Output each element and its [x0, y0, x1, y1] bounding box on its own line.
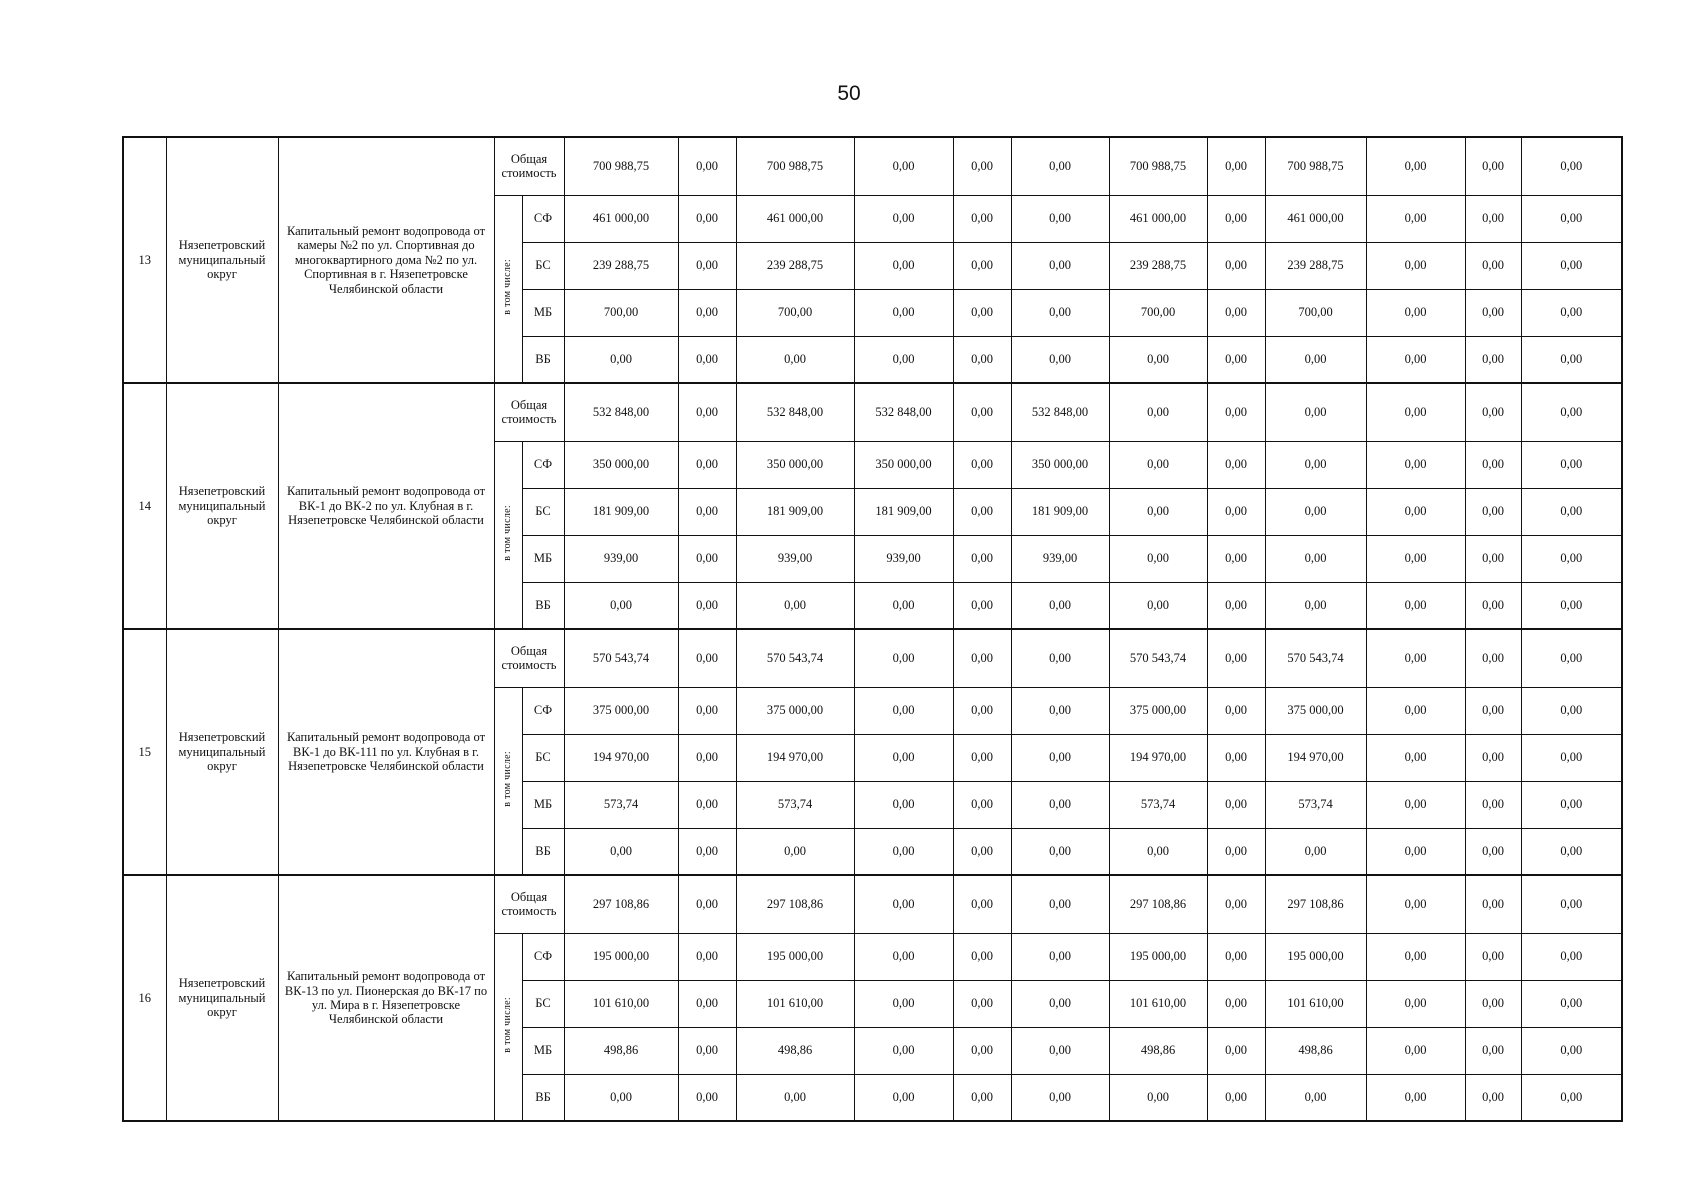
amount-cell: 532 848,00	[1011, 383, 1109, 441]
amount-cell: 0,00	[953, 875, 1011, 933]
amount-cell: 0,00	[1109, 336, 1207, 383]
amount-cell: 0,00	[678, 289, 736, 336]
amount-cell: 0,00	[854, 289, 953, 336]
amount-cell: 0,00	[1366, 734, 1465, 781]
including-label	[494, 933, 522, 1121]
amount-cell: 0,00	[854, 336, 953, 383]
amount-cell: 939,00	[854, 535, 953, 582]
amount-cell: 181 909,00	[854, 488, 953, 535]
amount-cell: 0,00	[678, 1027, 736, 1074]
amount-cell: 0,00	[736, 582, 854, 629]
amount-cell: 498,86	[1109, 1027, 1207, 1074]
project-description: Капитальный ремонт водопровода от камеры №2 по ул. Спортивная до многоквартирного дома №2 по ул. Спортивная в г. Нязепетровске Челябинской области	[278, 137, 494, 383]
amount-cell: 461 000,00	[736, 195, 854, 242]
amount-cell: 0,00	[1366, 441, 1465, 488]
amount-cell: 0,00	[678, 687, 736, 734]
amount-cell: 0,00	[1366, 535, 1465, 582]
amount-cell: 0,00	[1366, 488, 1465, 535]
amount-cell: 570 543,74	[1109, 629, 1207, 687]
amount-cell: 0,00	[1011, 582, 1109, 629]
amount-cell: 0,00	[678, 933, 736, 980]
amount-cell: 0,00	[1366, 336, 1465, 383]
total-cost-label: Общая стоимость	[494, 383, 564, 441]
project-description: Капитальный ремонт водопровода от ВК-13 по ул. Пионерская до ВК-17 по ул. Мира в г. Нязепетровске Челябинской области	[278, 875, 494, 1121]
amount-cell: 0,00	[1465, 828, 1521, 875]
amount-cell: 0,00	[564, 828, 678, 875]
amount-cell: 0,00	[1521, 242, 1622, 289]
amount-cell: 297 108,86	[564, 875, 678, 933]
amount-cell: 0,00	[854, 734, 953, 781]
amount-cell: 0,00	[564, 336, 678, 383]
amount-cell: 0,00	[1011, 336, 1109, 383]
amount-cell: 194 970,00	[1265, 734, 1366, 781]
including-label	[494, 687, 522, 875]
amount-cell: 700,00	[1109, 289, 1207, 336]
amount-cell: 0,00	[1109, 1074, 1207, 1121]
amount-cell: 0,00	[1521, 582, 1622, 629]
amount-cell: 0,00	[1366, 137, 1465, 195]
amount-cell: 0,00	[1265, 582, 1366, 629]
amount-cell: 0,00	[953, 488, 1011, 535]
amount-cell: 350 000,00	[736, 441, 854, 488]
amount-cell: 0,00	[678, 629, 736, 687]
amount-cell: 0,00	[1366, 242, 1465, 289]
amount-cell: 0,00	[1465, 875, 1521, 933]
amount-cell: 195 000,00	[1109, 933, 1207, 980]
amount-cell: 0,00	[1465, 289, 1521, 336]
amount-cell: 0,00	[678, 195, 736, 242]
amount-cell: 532 848,00	[736, 383, 854, 441]
amount-cell: 0,00	[1011, 1074, 1109, 1121]
amount-cell: 0,00	[1207, 137, 1265, 195]
amount-cell: 0,00	[1207, 195, 1265, 242]
project-number: 16	[123, 875, 166, 1121]
amount-cell: 570 543,74	[736, 629, 854, 687]
amount-cell: 0,00	[1366, 980, 1465, 1027]
amount-cell: 0,00	[1011, 242, 1109, 289]
funding-source-label: ВБ	[522, 828, 564, 875]
amount-cell: 0,00	[953, 535, 1011, 582]
amount-cell: 0,00	[1521, 137, 1622, 195]
amount-cell: 0,00	[1207, 687, 1265, 734]
amount-cell: 0,00	[1207, 582, 1265, 629]
amount-cell: 0,00	[736, 828, 854, 875]
amount-cell: 0,00	[1011, 289, 1109, 336]
amount-cell: 0,00	[1011, 734, 1109, 781]
municipality-name: Нязепетровский муниципальный округ	[166, 875, 278, 1121]
amount-cell: 0,00	[1366, 582, 1465, 629]
total-row	[123, 875, 1622, 933]
amount-cell: 0,00	[953, 933, 1011, 980]
amount-cell: 0,00	[1521, 195, 1622, 242]
amount-cell: 0,00	[1011, 875, 1109, 933]
amount-cell: 101 610,00	[1265, 980, 1366, 1027]
project-description: Капитальный ремонт водопровода от ВК-1 до ВК-2 по ул. Клубная в г. Нязепетровске Челябинской области	[278, 383, 494, 629]
funding-source-label: ВБ	[522, 582, 564, 629]
amount-cell: 239 288,75	[736, 242, 854, 289]
amount-cell: 0,00	[854, 828, 953, 875]
amount-cell: 0,00	[678, 781, 736, 828]
amount-cell: 0,00	[953, 687, 1011, 734]
amount-cell: 570 543,74	[564, 629, 678, 687]
amount-cell: 0,00	[1521, 289, 1622, 336]
amount-cell: 700 988,75	[736, 137, 854, 195]
amount-cell: 0,00	[1521, 336, 1622, 383]
amount-cell: 375 000,00	[1265, 687, 1366, 734]
amount-cell: 0,00	[1011, 1027, 1109, 1074]
including-label	[494, 195, 522, 383]
amount-cell: 0,00	[1011, 629, 1109, 687]
project-number: 15	[123, 629, 166, 875]
amount-cell: 0,00	[1011, 781, 1109, 828]
amount-cell: 461 000,00	[1265, 195, 1366, 242]
amount-cell: 0,00	[854, 1074, 953, 1121]
total-row	[123, 383, 1622, 441]
amount-cell: 0,00	[953, 195, 1011, 242]
amount-cell: 0,00	[854, 875, 953, 933]
amount-cell: 181 909,00	[564, 488, 678, 535]
amount-cell: 700 988,75	[1109, 137, 1207, 195]
page-number: 50	[837, 82, 861, 105]
amount-cell: 0,00	[1366, 629, 1465, 687]
amount-cell: 0,00	[1265, 535, 1366, 582]
amount-cell: 0,00	[678, 535, 736, 582]
amount-cell: 0,00	[1366, 781, 1465, 828]
amount-cell: 0,00	[1207, 1074, 1265, 1121]
amount-cell: 0,00	[1265, 383, 1366, 441]
amount-cell: 700 988,75	[1265, 137, 1366, 195]
amount-cell: 0,00	[1207, 1027, 1265, 1074]
amount-cell: 0,00	[678, 488, 736, 535]
amount-cell: 0,00	[1465, 441, 1521, 488]
amount-cell: 375 000,00	[736, 687, 854, 734]
amount-cell: 0,00	[1465, 1074, 1521, 1121]
amount-cell: 573,74	[564, 781, 678, 828]
amount-cell: 939,00	[1011, 535, 1109, 582]
amount-cell: 0,00	[1109, 535, 1207, 582]
amount-cell: 0,00	[678, 441, 736, 488]
amount-cell: 573,74	[1265, 781, 1366, 828]
project-number: 13	[123, 137, 166, 383]
municipality-name: Нязепетровский муниципальный округ	[166, 383, 278, 629]
amount-cell: 0,00	[1366, 828, 1465, 875]
amount-cell: 0,00	[1366, 933, 1465, 980]
amount-cell: 0,00	[1366, 195, 1465, 242]
amount-cell: 700,00	[1265, 289, 1366, 336]
amount-cell: 194 970,00	[564, 734, 678, 781]
total-cost-label: Общая стоимость	[494, 629, 564, 687]
amount-cell: 0,00	[854, 1027, 953, 1074]
amount-cell: 939,00	[564, 535, 678, 582]
amount-cell: 700,00	[736, 289, 854, 336]
including-text: в том числе:	[502, 751, 514, 807]
funding-source-label: МБ	[522, 289, 564, 336]
amount-cell: 297 108,86	[736, 875, 854, 933]
amount-cell: 0,00	[953, 828, 1011, 875]
amount-cell: 0,00	[736, 336, 854, 383]
amount-cell: 0,00	[1109, 582, 1207, 629]
funding-source-label: БС	[522, 734, 564, 781]
amount-cell: 0,00	[854, 629, 953, 687]
amount-cell: 0,00	[854, 582, 953, 629]
amount-cell: 0,00	[854, 242, 953, 289]
amount-cell: 0,00	[1366, 1027, 1465, 1074]
amount-cell: 0,00	[1207, 875, 1265, 933]
total-row	[123, 629, 1622, 687]
amount-cell: 0,00	[1207, 828, 1265, 875]
amount-cell: 375 000,00	[1109, 687, 1207, 734]
amount-cell: 194 970,00	[736, 734, 854, 781]
amount-cell: 0,00	[953, 1074, 1011, 1121]
amount-cell: 0,00	[1465, 336, 1521, 383]
amount-cell: 239 288,75	[1265, 242, 1366, 289]
amount-cell: 0,00	[1011, 933, 1109, 980]
funding-source-label: БС	[522, 488, 564, 535]
amount-cell: 195 000,00	[736, 933, 854, 980]
amount-cell: 0,00	[1366, 1074, 1465, 1121]
amount-cell: 461 000,00	[564, 195, 678, 242]
amount-cell: 0,00	[854, 980, 953, 1027]
amount-cell: 0,00	[953, 336, 1011, 383]
project-block	[123, 383, 1622, 629]
project-block	[123, 137, 1622, 383]
municipality-name: Нязепетровский муниципальный округ	[166, 137, 278, 383]
amount-cell: 0,00	[1265, 828, 1366, 875]
amount-cell: 101 610,00	[1109, 980, 1207, 1027]
amount-cell: 0,00	[953, 383, 1011, 441]
amount-cell: 0,00	[1265, 336, 1366, 383]
amount-cell: 350 000,00	[854, 441, 953, 488]
amount-cell: 0,00	[678, 336, 736, 383]
amount-cell: 0,00	[953, 289, 1011, 336]
amount-cell: 0,00	[1465, 933, 1521, 980]
amount-cell: 498,86	[736, 1027, 854, 1074]
amount-cell: 0,00	[564, 1074, 678, 1121]
amount-cell: 0,00	[953, 441, 1011, 488]
project-block	[123, 875, 1622, 1121]
amount-cell: 0,00	[953, 1027, 1011, 1074]
amount-cell: 0,00	[1265, 488, 1366, 535]
amount-cell: 0,00	[1207, 781, 1265, 828]
amount-cell: 0,00	[1207, 383, 1265, 441]
amount-cell: 0,00	[1521, 535, 1622, 582]
project-number: 14	[123, 383, 166, 629]
amount-cell: 350 000,00	[1011, 441, 1109, 488]
funding-source-label: МБ	[522, 781, 564, 828]
amount-cell: 0,00	[1465, 488, 1521, 535]
amount-cell: 0,00	[1011, 137, 1109, 195]
funding-source-label: ВБ	[522, 1074, 564, 1121]
amount-cell: 0,00	[1521, 441, 1622, 488]
project-block	[123, 629, 1622, 875]
amount-cell: 0,00	[1465, 195, 1521, 242]
amount-cell: 0,00	[1521, 734, 1622, 781]
amount-cell: 0,00	[854, 195, 953, 242]
amount-cell: 700,00	[564, 289, 678, 336]
amount-cell: 0,00	[1465, 734, 1521, 781]
amount-cell: 0,00	[1465, 781, 1521, 828]
amount-cell: 0,00	[678, 137, 736, 195]
including-label	[494, 441, 522, 629]
amount-cell: 0,00	[678, 734, 736, 781]
amount-cell: 532 848,00	[564, 383, 678, 441]
amount-cell: 181 909,00	[736, 488, 854, 535]
amount-cell: 350 000,00	[564, 441, 678, 488]
amount-cell: 0,00	[564, 582, 678, 629]
amount-cell: 297 108,86	[1109, 875, 1207, 933]
amount-cell: 532 848,00	[854, 383, 953, 441]
amount-cell: 939,00	[736, 535, 854, 582]
amount-cell: 0,00	[1465, 242, 1521, 289]
amount-cell: 0,00	[1366, 383, 1465, 441]
total-cost-label: Общая стоимость	[494, 875, 564, 933]
project-description: Капитальный ремонт водопровода от ВК-1 до ВК-111 по ул. Клубная в г. Нязепетровске Челябинской области	[278, 629, 494, 875]
amount-cell: 0,00	[1265, 441, 1366, 488]
amount-cell: 0,00	[1207, 242, 1265, 289]
amount-cell: 0,00	[1109, 488, 1207, 535]
amount-cell: 101 610,00	[564, 980, 678, 1027]
amount-cell: 700 988,75	[564, 137, 678, 195]
amount-cell: 0,00	[678, 582, 736, 629]
amount-cell: 0,00	[953, 582, 1011, 629]
funding-source-label: СФ	[522, 195, 564, 242]
amount-cell: 0,00	[953, 137, 1011, 195]
amount-cell: 297 108,86	[1265, 875, 1366, 933]
amount-cell: 0,00	[1011, 195, 1109, 242]
amount-cell: 0,00	[1207, 734, 1265, 781]
amount-cell: 461 000,00	[1109, 195, 1207, 242]
amount-cell: 0,00	[678, 828, 736, 875]
including-text: в том числе:	[502, 997, 514, 1053]
amount-cell: 0,00	[1366, 875, 1465, 933]
amount-cell: 0,00	[1207, 441, 1265, 488]
amount-cell: 375 000,00	[564, 687, 678, 734]
amount-cell: 0,00	[1366, 687, 1465, 734]
including-text: в том числе:	[502, 505, 514, 561]
amount-cell: 194 970,00	[1109, 734, 1207, 781]
amount-cell: 0,00	[678, 242, 736, 289]
amount-cell: 0,00	[1465, 980, 1521, 1027]
amount-cell: 498,86	[1265, 1027, 1366, 1074]
amount-cell: 0,00	[1465, 687, 1521, 734]
amount-cell: 0,00	[1207, 629, 1265, 687]
amount-cell: 0,00	[854, 933, 953, 980]
amount-cell: 0,00	[1465, 383, 1521, 441]
total-cost-label: Общая стоимость	[494, 137, 564, 195]
funding-source-label: СФ	[522, 687, 564, 734]
amount-cell: 0,00	[1207, 336, 1265, 383]
amount-cell: 0,00	[678, 875, 736, 933]
amount-cell: 0,00	[1521, 1027, 1622, 1074]
amount-cell: 0,00	[1521, 828, 1622, 875]
funding-source-label: ВБ	[522, 336, 564, 383]
amount-cell: 195 000,00	[564, 933, 678, 980]
funding-source-label: СФ	[522, 441, 564, 488]
amount-cell: 0,00	[1207, 289, 1265, 336]
financing-table	[122, 136, 1623, 1122]
amount-cell: 0,00	[1465, 535, 1521, 582]
amount-cell: 239 288,75	[1109, 242, 1207, 289]
amount-cell: 0,00	[1465, 629, 1521, 687]
amount-cell: 0,00	[1207, 980, 1265, 1027]
amount-cell: 0,00	[953, 980, 1011, 1027]
funding-source-label: МБ	[522, 535, 564, 582]
amount-cell: 0,00	[953, 629, 1011, 687]
amount-cell: 573,74	[736, 781, 854, 828]
amount-cell: 0,00	[1521, 875, 1622, 933]
amount-cell: 101 610,00	[736, 980, 854, 1027]
funding-source-label: БС	[522, 980, 564, 1027]
amount-cell: 0,00	[1521, 687, 1622, 734]
amount-cell: 0,00	[1465, 137, 1521, 195]
amount-cell: 0,00	[1521, 383, 1622, 441]
amount-cell: 195 000,00	[1265, 933, 1366, 980]
amount-cell: 0,00	[1521, 980, 1622, 1027]
amount-cell: 0,00	[953, 734, 1011, 781]
amount-cell: 0,00	[854, 137, 953, 195]
amount-cell: 0,00	[1366, 289, 1465, 336]
amount-cell: 0,00	[1109, 828, 1207, 875]
amount-cell: 0,00	[1011, 980, 1109, 1027]
amount-cell: 181 909,00	[1011, 488, 1109, 535]
amount-cell: 0,00	[678, 1074, 736, 1121]
amount-cell: 0,00	[1521, 488, 1622, 535]
amount-cell: 0,00	[1521, 781, 1622, 828]
amount-cell: 239 288,75	[564, 242, 678, 289]
amount-cell: 0,00	[1521, 629, 1622, 687]
amount-cell: 0,00	[1109, 441, 1207, 488]
amount-cell: 0,00	[854, 687, 953, 734]
total-row	[123, 137, 1622, 195]
amount-cell: 0,00	[1207, 933, 1265, 980]
municipality-name: Нязепетровский муниципальный округ	[166, 629, 278, 875]
amount-cell: 0,00	[953, 242, 1011, 289]
amount-cell: 0,00	[1521, 1074, 1622, 1121]
funding-source-label: МБ	[522, 1027, 564, 1074]
amount-cell: 570 543,74	[1265, 629, 1366, 687]
amount-cell: 0,00	[1011, 687, 1109, 734]
funding-source-label: СФ	[522, 933, 564, 980]
amount-cell: 0,00	[1011, 828, 1109, 875]
amount-cell: 0,00	[854, 781, 953, 828]
amount-cell: 0,00	[736, 1074, 854, 1121]
amount-cell: 0,00	[1109, 383, 1207, 441]
amount-cell: 498,86	[564, 1027, 678, 1074]
amount-cell: 0,00	[1465, 1027, 1521, 1074]
amount-cell: 0,00	[1265, 1074, 1366, 1121]
amount-cell: 0,00	[1465, 582, 1521, 629]
amount-cell: 0,00	[678, 383, 736, 441]
funding-source-label: БС	[522, 242, 564, 289]
amount-cell: 573,74	[1109, 781, 1207, 828]
amount-cell: 0,00	[1207, 535, 1265, 582]
amount-cell: 0,00	[1207, 488, 1265, 535]
amount-cell: 0,00	[953, 781, 1011, 828]
including-text: в том числе:	[502, 259, 514, 315]
amount-cell: 0,00	[678, 980, 736, 1027]
amount-cell: 0,00	[1521, 933, 1622, 980]
